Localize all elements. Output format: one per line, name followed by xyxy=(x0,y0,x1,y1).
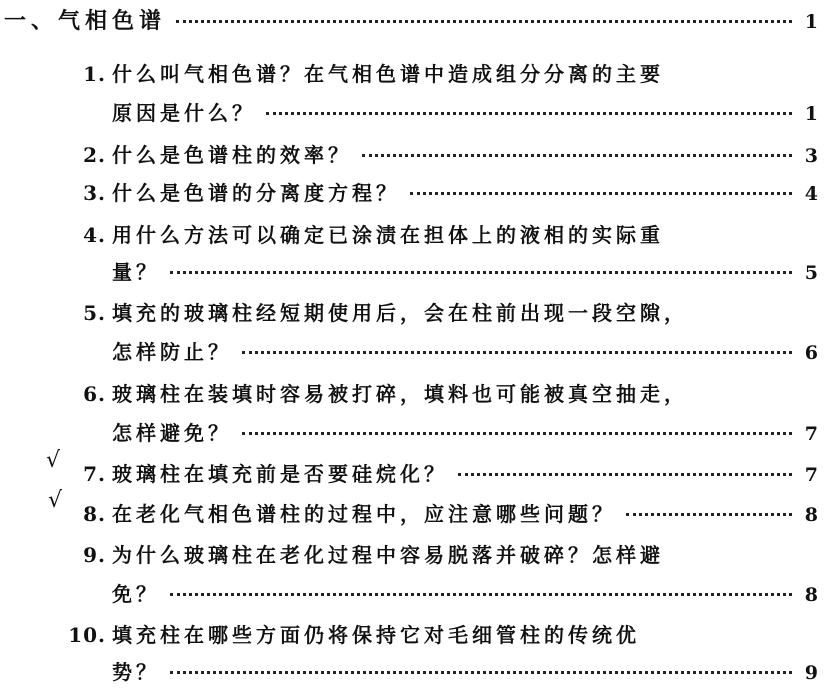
dot-leader xyxy=(266,112,792,115)
section-heading xyxy=(4,4,818,35)
entry-text-cont: 怎样避免？ xyxy=(112,421,232,445)
dot-leader xyxy=(170,593,792,596)
page-number: 1 xyxy=(804,11,818,33)
toc-entry-2 xyxy=(62,139,818,168)
entry-text: 什么是色谱柱的效率？ xyxy=(112,143,352,167)
page-number: 9 xyxy=(804,662,818,684)
entry-number: 9. xyxy=(83,543,106,567)
entry-text: 为什么玻璃柱在老化过程中容易脱落并破碎？怎样避 xyxy=(112,543,664,567)
toc-entry-10-line-1 xyxy=(52,619,818,648)
toc-entry-1-line-1 xyxy=(62,58,818,87)
page-number: 1 xyxy=(804,103,818,125)
entry-number: 2. xyxy=(83,143,106,167)
check-mark-icon: √ xyxy=(46,448,61,473)
page-number: 8 xyxy=(804,504,818,526)
entry-text: 玻璃柱在填充前是否要硅烷化？ xyxy=(112,462,448,486)
entry-text-cont: 免？ xyxy=(112,582,160,606)
dot-leader xyxy=(410,192,792,195)
entry-number: 8. xyxy=(83,502,106,526)
entry-text-cont: 量？ xyxy=(112,260,160,284)
page-number: 4 xyxy=(804,183,818,205)
page-number: 3 xyxy=(804,145,818,167)
page-number: 5 xyxy=(804,262,818,284)
toc-entry-1-line-2 xyxy=(112,97,818,126)
check-mark-icon: √ xyxy=(48,488,63,513)
section-title: 气相色谱 xyxy=(58,8,167,34)
toc-entry-5-line-1 xyxy=(62,297,818,326)
entry-text: 玻璃柱在装填时容易被打碎，填料也可能被真空抽走， xyxy=(112,382,688,406)
dot-leader xyxy=(626,513,792,516)
entry-number: 3. xyxy=(83,181,106,205)
dot-leader xyxy=(176,20,792,23)
toc-entry-4-line-2 xyxy=(112,256,818,285)
entry-number: 10. xyxy=(68,623,106,647)
toc-entry-9-line-1 xyxy=(62,539,818,568)
page-number: 8 xyxy=(804,584,818,606)
entry-text-cont: 原因是什么？ xyxy=(112,101,256,125)
toc-entry-6-line-2 xyxy=(112,417,818,446)
entry-number: 4. xyxy=(83,223,106,247)
dot-leader xyxy=(242,351,792,354)
toc-entry-7 xyxy=(62,458,818,487)
dot-leader xyxy=(458,473,792,476)
page-number: 6 xyxy=(804,342,818,364)
toc-entry-3 xyxy=(62,177,818,206)
entry-number: 6. xyxy=(83,382,106,406)
entry-text: 什么叫气相色谱？在气相色谱中造成组分分离的主要 xyxy=(112,62,664,86)
dot-leader xyxy=(242,432,792,435)
entry-text: 在老化气相色谱柱的过程中，应注意哪些问题？ xyxy=(112,502,616,526)
entry-number: 7. xyxy=(83,462,106,486)
toc-entry-6-line-1 xyxy=(62,378,818,407)
toc-entry-10-line-2 xyxy=(112,656,818,685)
entry-text: 填充柱在哪些方面仍将保持它对毛细管柱的传统优 xyxy=(112,623,640,647)
dot-leader xyxy=(170,271,792,274)
toc-entry-5-line-2 xyxy=(112,336,818,365)
page-number: 7 xyxy=(804,423,818,445)
page-number: 7 xyxy=(804,464,818,486)
entry-text-cont: 势？ xyxy=(112,660,160,684)
toc-entry-8 xyxy=(62,498,818,527)
entry-text: 填充的玻璃柱经短期使用后，会在柱前出现一段空隙， xyxy=(112,301,688,325)
entry-number: 5. xyxy=(83,301,106,325)
dot-leader xyxy=(362,154,792,157)
entry-text-cont: 怎样防止？ xyxy=(112,340,232,364)
entry-text: 什么是色谱的分离度方程？ xyxy=(112,181,400,205)
toc-entry-9-line-2 xyxy=(112,578,818,607)
dot-leader xyxy=(170,671,792,674)
entry-number: 1. xyxy=(83,62,106,86)
toc-entry-4-line-1 xyxy=(62,219,818,248)
section-number: 一、 xyxy=(4,8,59,34)
entry-text: 用什么方法可以确定已涂渍在担体上的液相的实际重 xyxy=(112,223,664,247)
